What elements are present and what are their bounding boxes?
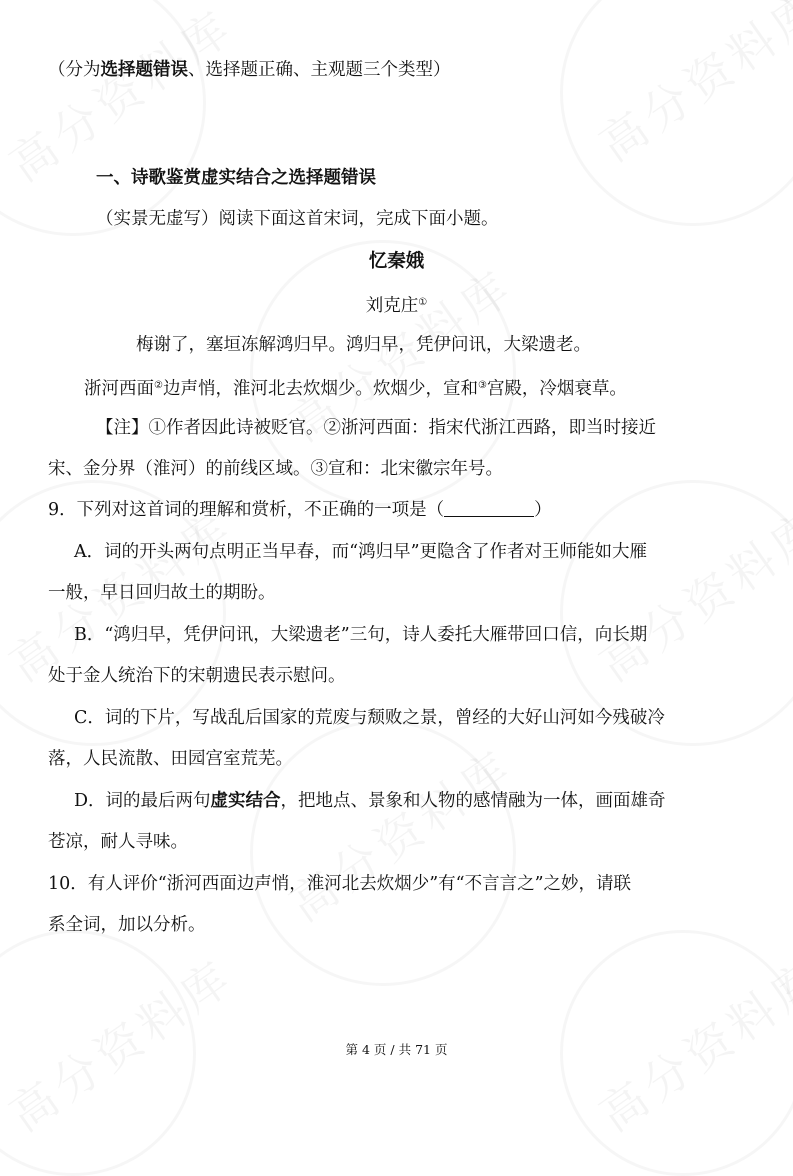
note-line-2: 宋、金分界（淮河）的前线区域。③宣和：北宋徽宗年号。 bbox=[48, 459, 503, 479]
option-b-line-2: 处于金人统治下的宋朝遗民表示慰问。 bbox=[48, 666, 346, 686]
poem-title: 忆秦娥 bbox=[368, 251, 425, 272]
option-b-line-1: B．“鸿归早，凭伊问讯，大梁遗老”三句，诗人委托大雁带回口信，向长期 bbox=[74, 625, 648, 645]
answer-blank[interactable] bbox=[444, 498, 534, 517]
question-10-line-2: 系全词，加以分析。 bbox=[48, 915, 206, 935]
watermark-ring bbox=[560, 0, 793, 226]
poem-author bbox=[0, 291, 793, 318]
option-d-bold: 虚实结合 bbox=[210, 791, 281, 811]
option-d-line-2: 苍凉，耐人寻味。 bbox=[48, 832, 188, 852]
page-number-footer: 第 4 页 / 共 71 页 bbox=[345, 1042, 448, 1057]
intro-rest: 、选择题正确、主观题三个类型） bbox=[188, 60, 451, 80]
poem-line-2-c: 宫殿，冷烟衰草。 bbox=[486, 379, 627, 399]
question-10-line-1: 10．有人评价“浙河西面边声悄，淮河北去炊烟少”有“不言言之”之妙，请联 bbox=[48, 874, 632, 894]
watermark bbox=[585, 0, 793, 175]
footnote-mark-3: ③ bbox=[477, 380, 487, 391]
intro-line bbox=[48, 58, 753, 82]
poem-author-name: 刘克庄 bbox=[365, 296, 419, 316]
option-c-line-2: 落，人民流散、田园宫室荒芜。 bbox=[48, 749, 293, 769]
option-d-b: ，把地点、景象和人物的感情融为一体，画面雄奇 bbox=[280, 791, 666, 811]
intro-open: （分为 bbox=[48, 60, 101, 80]
option-a-line-1: A．词的开头两句点明正当早春，而“鸿归早”更隐含了作者对王师能如大雁 bbox=[74, 542, 648, 562]
instruction: （实景无虚写）阅读下面这首宋词，完成下面小题。 bbox=[96, 209, 499, 229]
poem-line-2-a: 浙河西面 bbox=[84, 379, 154, 399]
watermark-ring bbox=[0, 0, 206, 236]
option-c-line-1: C．词的下片，写战乱后国家的荒废与颓败之景，曾经的大好山河如今残破冷 bbox=[74, 708, 665, 728]
option-a-line-2: 一般，早日回归故土的期盼。 bbox=[48, 583, 276, 603]
author-footnote-mark: ① bbox=[418, 297, 428, 308]
intro-bold: 选择题错误 bbox=[100, 60, 188, 80]
footnote-mark-2: ② bbox=[154, 380, 163, 391]
question-9-close: ） bbox=[534, 500, 552, 520]
question-9-text: 9．下列对这首词的理解和赏析，不正确的一项是（ bbox=[48, 500, 445, 520]
poem-line-1: 梅谢了，塞垣冻解鸿归早。鸿归早，凭伊问讯，大梁遗老。 bbox=[136, 335, 591, 355]
note-line-1: 【注】①作者因此诗被贬官。②浙河西面：指宋代浙江西路，即当时接近 bbox=[96, 418, 656, 438]
option-d-line-1 bbox=[74, 789, 753, 813]
poem-line-2-b: 边声悄，淮河北去炊烟少。炊烟少，宣和 bbox=[162, 379, 478, 399]
question-9-stem bbox=[48, 498, 753, 522]
section-title: 一、诗歌鉴赏虚实结合之选择题错误 bbox=[96, 168, 376, 188]
option-d-a: D．词的最后两句 bbox=[74, 791, 211, 811]
poem-line-2 bbox=[84, 374, 753, 401]
